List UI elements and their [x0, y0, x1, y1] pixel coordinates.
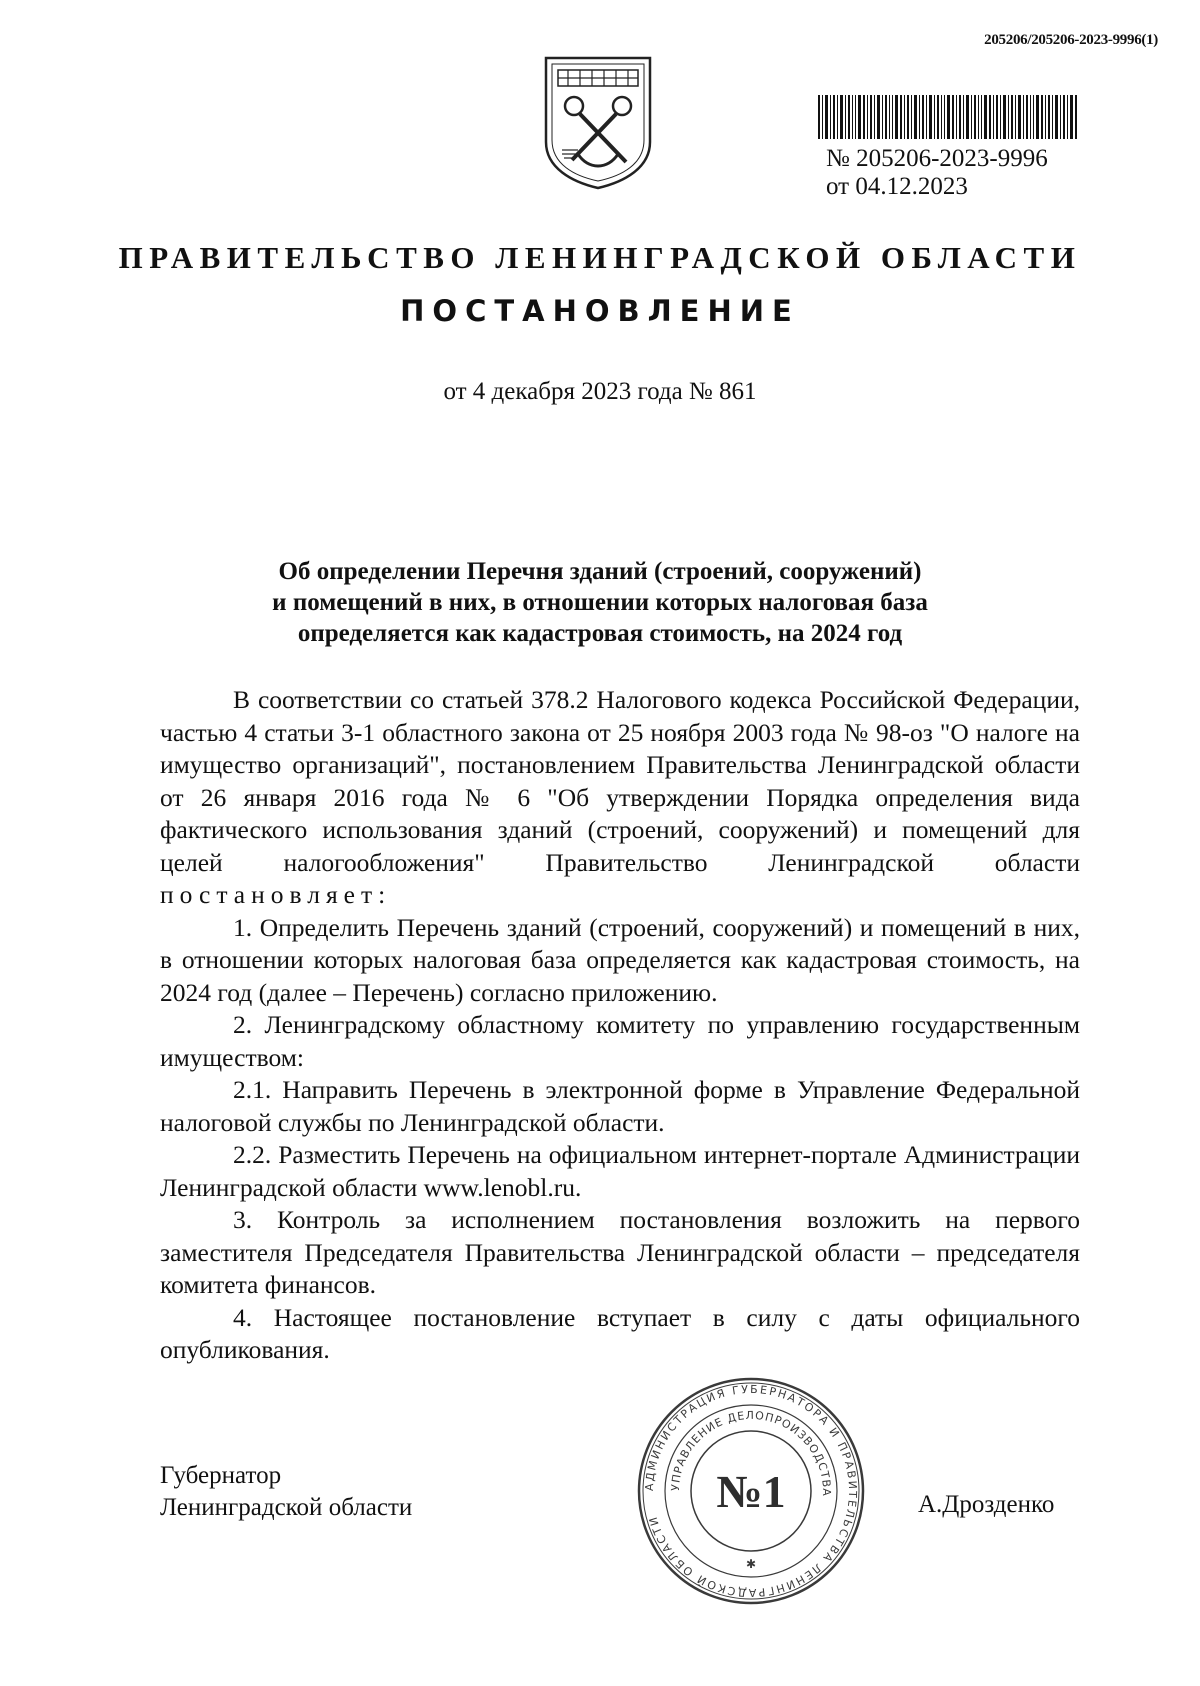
- document-body: [160, 684, 1080, 1367]
- signatory-role: Губернатор: [160, 1462, 282, 1489]
- clause-paragraph: 4. Настоящее постановление вступает в силу с даты официального опубликования.: [160, 1302, 1080, 1364]
- office-seal-stamp: [636, 1376, 866, 1606]
- seal-number: №1: [716, 1466, 786, 1517]
- registration-date: от 04.12.2023: [826, 173, 968, 200]
- registration-block: [826, 145, 1048, 201]
- preamble-text: В соответствии со статьей 378.2 Налогового кодекса Российской Федерации, частью 4 статьи 3-1 областного закона от 25 ноября 2003 года № 98-оз "О налоге на имущество организаций", постановлением Правительства Ленинградской области от 26 января 2016 года № 6 "Об утверждении Порядка определения вида фактического использования зданий (строений, сооружений) и помещений для целей налогообложения" Правительство Ленинградской области: [160, 685, 1080, 877]
- resolution-word: постановляет:: [160, 880, 392, 909]
- barcode: [818, 95, 1078, 139]
- document-subject: [160, 556, 1040, 649]
- coat-of-arms-emblem: [538, 50, 658, 190]
- clause-paragraph: 1. Определить Перечень зданий (строений, сооружений) и помещений в них, в отношении которых налоговая база определяется как кадастровая стоимость, на 2024 год (далее – Перечень) согласно приложению.: [160, 912, 1080, 1007]
- clause-paragraph: 2. Ленинградскому областному комитету по управлению государственным имуществом:: [160, 1010, 1080, 1072]
- star-icon: ✱: [745, 1557, 757, 1571]
- signatory-name: А.Дрозденко: [918, 1491, 1055, 1518]
- clause-paragraph: 2.2. Разместить Перечень на официальном интернет-портале Администрации Ленинградской области www.lenobl.ru.: [160, 1140, 1080, 1202]
- signatory-region: Ленинградской области: [160, 1494, 413, 1521]
- subject-line: и помещений в них, в отношении которых налоговая база: [272, 589, 928, 616]
- subject-line: определяется как кадастровая стоимость, на 2024 год: [297, 620, 903, 647]
- document-date-number: от 4 декабря 2023 года № 861: [443, 378, 757, 405]
- clause-paragraph: 3. Контроль за исполнением постановления возложить на первого заместителя Председателя Правительства Ленинградской области – председателя комитета финансов.: [160, 1205, 1080, 1299]
- clause-paragraph: 2.1. Направить Перечень в электронной форме в Управление Федеральной налоговой службы по Ленинградской области.: [160, 1075, 1080, 1137]
- document-type: ПОСТАНОВЛЕНИЕ: [400, 294, 800, 328]
- document-id: 205206/205206-2023-9996(1): [984, 32, 1158, 48]
- subject-line: Об определении Перечня зданий (строений, сооружений): [278, 558, 922, 585]
- government-title: ПРАВИТЕЛЬСТВО ЛЕНИНГРАДСКОЙ ОБЛАСТИ: [118, 240, 1082, 275]
- seal-inner-path: УПРАВЛЕНИЕ ДЕЛОПРОИЗВОДСТВА: [668, 1408, 834, 1497]
- preamble-paragraph: [160, 684, 1080, 912]
- signatory-position: [160, 1460, 412, 1524]
- seal-outer-path: АДМИНИСТРАЦИЯ ГУБЕРНАТОРА И ПРАВИТЕЛЬСТВА ЛЕНИНГРАДСКОЙ ОБЛАСТИ: [642, 1382, 860, 1600]
- registration-number: № 205206-2023-9996: [826, 145, 1048, 172]
